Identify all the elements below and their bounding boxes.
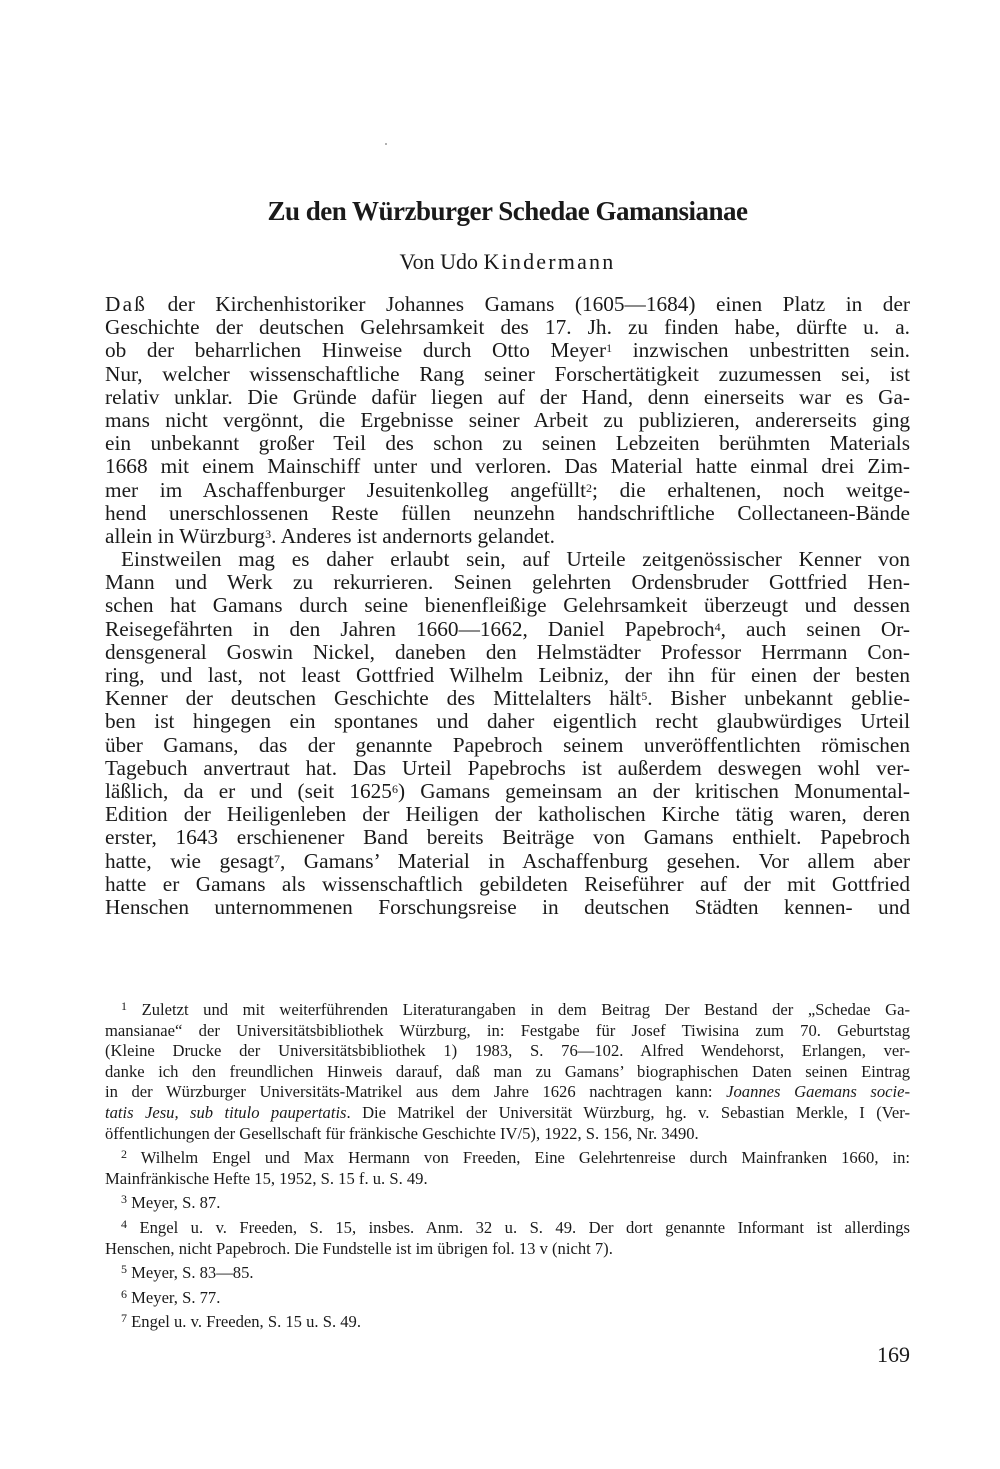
- text-run: . Bisher unbekannt geblie-: [647, 686, 911, 711]
- text-run: . Anderes ist andernorts gelandet.: [271, 523, 555, 548]
- body-line: [105, 664, 910, 687]
- footnote: [105, 1312, 910, 1333]
- footnote-line: [105, 1124, 910, 1145]
- footnote-marker: 7: [121, 1311, 127, 1326]
- footnote-line: [105, 1021, 910, 1042]
- body-line: [105, 339, 910, 362]
- body-line: [105, 594, 910, 617]
- body-line: [105, 502, 910, 525]
- text-run: 1668 mit einem Mainschiff unter und verloren. Das Material hatte einmal drei Zim-: [105, 454, 910, 479]
- text-run: Meyer, S. 87.: [127, 1193, 221, 1213]
- text-run: ob der beharrlichen Hinweise durch Otto Meyer: [105, 338, 607, 363]
- text-run: in der Würzburger Universitäts-Matrikel aus dem Jahre 1626 nachtragen kann:: [105, 1082, 727, 1102]
- footnote-marker: 3: [265, 526, 272, 541]
- text-run: Reisegefährten in den Jahren 1660—1662, Daniel Papebroch: [105, 616, 715, 641]
- footnote-line: [105, 1041, 910, 1062]
- footnote-line: [105, 1169, 910, 1190]
- text-run: Einstweilen mag es daher erlaubt sein, auf Urteile zeitgenössischer Kenner von: [121, 547, 910, 572]
- footnote-marker: 5: [121, 1262, 127, 1277]
- footnote-line: [105, 1062, 910, 1083]
- footnote-line: [105, 1000, 910, 1021]
- body-line: [105, 548, 910, 571]
- author-line: [105, 249, 910, 275]
- text-run: mer im Aschaffenburger Jesuitenkolleg angefüllt: [105, 477, 587, 502]
- body-line: [105, 826, 910, 849]
- body-line: [105, 316, 910, 339]
- body-line: [105, 386, 910, 409]
- body-line: [105, 687, 910, 710]
- body-line: [105, 409, 910, 432]
- footnote: [105, 1193, 910, 1214]
- footnote-line: [105, 1239, 910, 1260]
- footnote-marker: 1: [606, 341, 613, 356]
- footnote-marker: 7: [273, 851, 280, 866]
- text-run: Kenner der deutschen Geschichte des Mittelalters hält: [105, 686, 642, 711]
- body-line: [105, 571, 910, 594]
- footnote-line: [105, 1082, 910, 1103]
- text-run: ; die erhaltenen, noch weitge-: [592, 477, 910, 502]
- body-line: [105, 757, 910, 780]
- body-line: [105, 618, 910, 641]
- text-run: erster, 1643 erschienener Band bereits Beiträge von Gamans enthielt. Papebroch: [105, 825, 910, 850]
- text-run: Henschen unternommenen Forschungsreise in deutschen Städten kennen- und: [105, 894, 910, 919]
- text-run: Nur, welcher wissenschaftliche Rang seiner Forschertätigkeit zuzumessen sei, ist: [105, 361, 910, 386]
- footnote-line: [105, 1148, 910, 1169]
- text-run: schen hat Gamans durch seine bienenfleißige Gelehrsamkeit überzeugt und dessen: [105, 593, 910, 618]
- text-run: , auch seinen Or-: [720, 616, 910, 641]
- text-run: relativ unklar. Die Gründe dafür liegen auf der Hand, denn einerseits war es Ga-: [105, 384, 910, 409]
- page-number: 169: [877, 1342, 910, 1367]
- text-run: inzwischen unbestritten sein.: [612, 338, 910, 363]
- footnote-line: [105, 1312, 910, 1333]
- body-line: [105, 525, 910, 548]
- footnote-line: [105, 1263, 910, 1284]
- text-run: mans nicht vergönnt, die Ergebnisse seiner Arbeit zu publizieren, andererseits ging: [105, 407, 910, 432]
- text-run: , Gamans’ Material in Aschaffenburg gesehen. Vor allem aber: [279, 848, 910, 873]
- text-run: der Kirchenhistoriker Johannes Gamans (1605—1684) einen Platz in der: [147, 292, 910, 316]
- body-line: [105, 850, 910, 873]
- body-line: [105, 432, 910, 455]
- text-run: Mainfränkische Hefte 15, 1952, S. 15 f. u. S. 49.: [105, 1168, 428, 1188]
- text-run: . Die Matrikel der Universität Würzburg, hg. v. Sebastian Merkle, I (Ver-: [346, 1102, 910, 1122]
- footnote-line: [105, 1103, 910, 1124]
- text-run: Engel u. v. Freeden, S. 15 u. S. 49.: [127, 1312, 361, 1332]
- text-run: ben ist hingegen ein spontanes und daher eigentlich recht glaubwürdiges Urteil: [105, 709, 910, 734]
- footnote-marker: 6: [121, 1286, 127, 1301]
- italic-text: tatis Jesu, sub titulo paupertatis: [105, 1102, 347, 1122]
- footnote: [105, 1288, 910, 1309]
- text-run: ring, und last, not least Gottfried Wilhelm Leibniz, der ihn für einen der besten: [105, 663, 910, 687]
- speck-mark: [385, 143, 387, 145]
- text-run: Wilhelm Engel und Max Hermann von Freeden, Eine Gelehrtenreise durch Mainfranken 1660, in:: [127, 1148, 910, 1168]
- footnote: [105, 1000, 910, 1144]
- author-name: Kindermann: [483, 249, 616, 274]
- text-run: mansianae“ der Universitätsbibliothek Würzburg, in: Festgabe für Josef Tiwisina zum 70. Geburtstag: [105, 1020, 910, 1040]
- body-line: [105, 363, 910, 386]
- text-run: Edition der Heiligenleben der Heiligen der katholischen Kirche tätig waren, deren: [105, 802, 910, 827]
- text-run: öffentlichungen der Gesellschaft für fränkische Geschichte IV/5), 1922, S. 156, Nr. 3490.: [105, 1123, 699, 1143]
- body-line: [105, 710, 910, 733]
- footnote-marker: 4: [121, 1216, 127, 1231]
- body-line: [105, 293, 910, 316]
- body-line: [105, 479, 910, 502]
- text-run: danke ich den freundlichen Hinweis darauf, daß man zu Gamans’ biographischen Daten seinen Eintrag: [105, 1061, 910, 1081]
- footnotes: [105, 1000, 910, 1337]
- text-run: Engel u. v. Freeden, S. 15, insbes. Anm. 32 u. S. 49. Der dort genannte Informant ist allerdings: [127, 1217, 910, 1237]
- footnote-line: [105, 1288, 910, 1309]
- footnote-line: [105, 1218, 910, 1239]
- body-line: [105, 641, 910, 664]
- text-run: hatte, wie gesagt: [105, 848, 274, 873]
- body-line: [105, 455, 910, 478]
- footnote: [105, 1218, 910, 1259]
- body-text: [105, 293, 910, 919]
- footnote-line: [105, 1193, 910, 1214]
- text-run: Meyer, S. 83—85.: [127, 1263, 254, 1283]
- body-line: [105, 896, 910, 919]
- article-title: Zu den Würzburger Schedae Gamansianae: [267, 196, 748, 226]
- body-line: [105, 873, 910, 896]
- text-run: Zuletzt und mit weiterführenden Literaturangaben in dem Beitrag Der Bestand der „Schedae Ga-: [127, 1000, 910, 1019]
- footnote-marker: 2: [121, 1147, 127, 1162]
- text-run: allein in Würzburg: [105, 523, 266, 548]
- footnote-marker: 4: [714, 619, 721, 634]
- text-run: läßlich, da er und (seit 1625: [105, 778, 392, 803]
- footnote-marker: 1: [121, 999, 127, 1013]
- text-run: über Gamans, das der genannte Papebroch seinem unveröffentlichten römischen: [105, 732, 910, 757]
- footnote: [105, 1263, 910, 1284]
- text-run: (Kleine Drucke der Universitätsbibliothek 1) 1983, S. 76—102. Alfred Wendehorst, Erlangen, ver-: [105, 1041, 910, 1061]
- text-run: densgeneral Goswin Nickel, daneben den Helmstädter Professor Herrmann Con-: [105, 639, 910, 664]
- body-line: [105, 780, 910, 803]
- footnote-marker: 3: [121, 1192, 127, 1207]
- text-run: Henschen, nicht Papebroch. Die Fundstelle ist im übrigen fol. 13 v (nicht 7).: [105, 1238, 613, 1258]
- italic-text: Joannes Gaemans socie-: [726, 1082, 910, 1102]
- body-line: [105, 803, 910, 826]
- footnote-marker: 5: [641, 689, 648, 704]
- page: [105, 0, 910, 1469]
- text-run: Tagebuch anvertraut hat. Das Urteil Papebrochs ist außerdem deswegen wohl ver-: [105, 755, 910, 780]
- footnote-marker: 2: [586, 480, 593, 495]
- footnote: [105, 1148, 910, 1189]
- text-run: Mann und Werk zu rekurrieren. Seinen gelehrten Ordensbruder Gottfried Hen-: [105, 570, 910, 595]
- author-prefix: Von Udo: [399, 249, 484, 274]
- body-line: [105, 734, 910, 757]
- text-run: Daß: [105, 292, 148, 316]
- text-run: Meyer, S. 77.: [127, 1287, 221, 1307]
- text-run: ) Gamans gemeinsam an der kritischen Monumental-: [397, 778, 910, 803]
- text-run: ein unbekannt großer Teil des schon zu seinen Lebzeiten berühmten Materials: [105, 431, 910, 456]
- text-run: hatte er Gamans als wissenschaftlich gebildeten Reiseführer auf der mit Gottfried: [105, 871, 910, 896]
- text-run: hend unerschlossenen Reste füllen neunzehn handschriftliche Collectaneen-Bände: [105, 500, 910, 525]
- footnote-marker: 6: [391, 781, 398, 796]
- text-run: Geschichte der deutschen Gelehrsamkeit des 17. Jh. zu finden habe, dürfte u. a.: [105, 315, 910, 340]
- footnote-gap: [105, 1333, 910, 1337]
